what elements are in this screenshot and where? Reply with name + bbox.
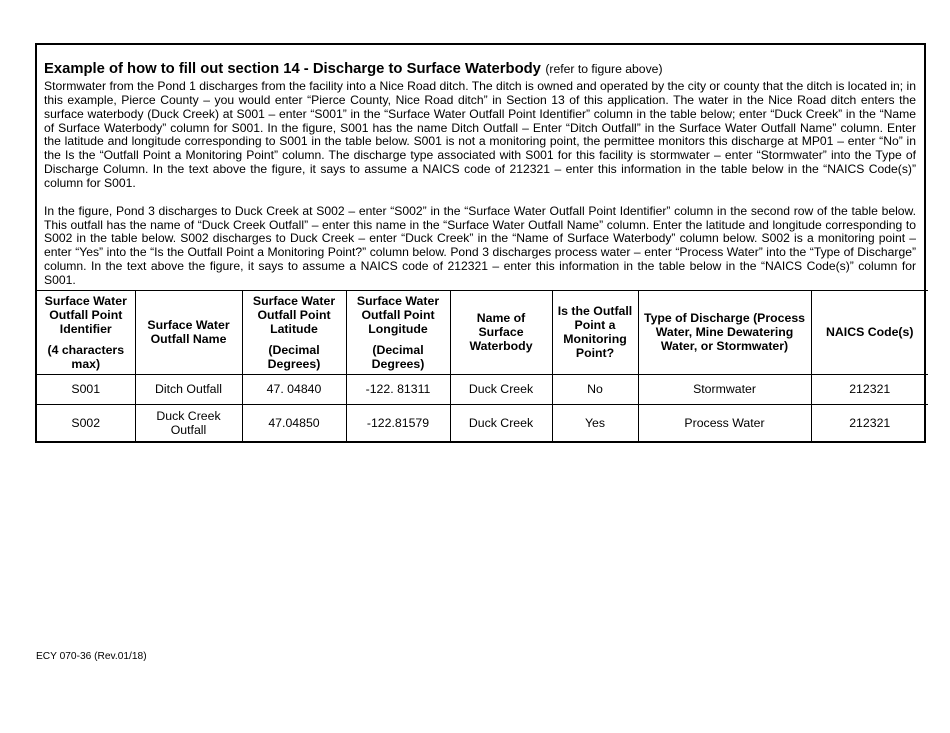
header-latitude: Surface Water Outfall Point Latitude (Decimal Degrees) xyxy=(242,290,346,374)
header-naics-codes: NAICS Code(s) xyxy=(811,290,928,374)
cell-discharge-type: Stormwater xyxy=(638,374,811,404)
header-monitoring-point: Is the Outfall Point a Monitoring Point? xyxy=(552,290,638,374)
table-header-row xyxy=(37,290,928,374)
section-14-example-box xyxy=(35,43,926,443)
cell-outfall-name: Ditch Outfall xyxy=(135,374,242,404)
cell-longitude: -122. 81311 xyxy=(346,374,450,404)
form-identifier: ECY 070-36 (Rev.01/18) xyxy=(36,651,147,662)
section-title-note: (refer to figure above) xyxy=(545,62,663,76)
cell-monitoring-point: Yes xyxy=(552,404,638,441)
outfall-table xyxy=(37,290,928,441)
instructions xyxy=(37,45,924,288)
cell-naics-code: 212321 xyxy=(811,404,928,441)
cell-latitude: 47.04850 xyxy=(242,404,346,441)
section-heading xyxy=(44,60,916,78)
header-outfall-identifier: Surface Water Outfall Point Identifier (4 characters max) xyxy=(37,290,135,374)
section-title: Example of how to fill out section 14 - Discharge to Surface Waterbody xyxy=(44,61,541,77)
cell-outfall-name: Duck Creek Outfall xyxy=(135,404,242,441)
header-longitude: Surface Water Outfall Point Longitude (Decimal Degrees) xyxy=(346,290,450,374)
header-discharge-type: Type of Discharge (Process Water, Mine Dewatering Water, or Stormwater) xyxy=(638,290,811,374)
cell-naics-code: 212321 xyxy=(811,374,928,404)
cell-waterbody-name: Duck Creek xyxy=(450,404,552,441)
cell-outfall-identifier: S002 xyxy=(37,404,135,441)
header-outfall-name: Surface Water Outfall Name xyxy=(135,290,242,374)
cell-longitude: -122.81579 xyxy=(346,404,450,441)
header-waterbody-name: Name of Surface Waterbody xyxy=(450,290,552,374)
cell-latitude: 47. 04840 xyxy=(242,374,346,404)
table-row xyxy=(37,374,928,404)
cell-outfall-identifier: S001 xyxy=(37,374,135,404)
table-row xyxy=(37,404,928,441)
instruction-paragraph-s002: In the figure, Pond 3 discharges to Duck Creek at S002 – enter “S002” in the “Surface Water Outfall Point Identifier” column in the second row of the table below. This outfall has the name of “Duck Creek Outfall” – enter this name in the “Surface Water Outfall Name” column. Enter the latitude and longitude corresponding to S002 in the table below. S002 discharges to Duck Creek – enter “Duck Creek” in the “Name of Surface Waterbody” column below. S002 is a monitoring point – enter “Yes” into the “Is the Outfall Point a Monitoring Point?” column below. Pond 3 discharges process water – enter “Process Water” into the “Type of Discharge” column. In the text above the figure, it says to assume a NAICS code of 212321 – enter this information in the table below in the “NAICS Code(s)” column for S001. xyxy=(44,203,916,287)
cell-waterbody-name: Duck Creek xyxy=(450,374,552,404)
cell-monitoring-point: No xyxy=(552,374,638,404)
instruction-paragraph-s001: Stormwater from the Pond 1 discharges from the facility into a Nice Road ditch. The ditch is owned and operated by the city or county that the ditch is located in; in this example, Pierce County – you would enter “Pierce County, Nice Road ditch” in Section 13 of this application. The water in the Nice Road ditch enters the surface waterbody (Duck Creek) at S001 – enter “S001” in the “Surface Water Outfall Point Identifier” column in the table below; enter “Duck Creek” in the “Name of Surface Waterbody” column for S001. In the figure, S001 has the name Ditch Outfall – Enter “Ditch Outfall” in the Surface Water Outfall Name” column. Enter the latitude and longitude corresponding to S001 in the table below. S001 is not a monitoring point, the permittee monitors this discharge at MP01 – enter “No” in the Is the “Outfall Point a Monitoring Point” column. The discharge type associated with S001 for this facility is stormwater – enter “Stormwater” into the Type of Discharge Column. In the text above the figure, it says to assume a NAICS code of 212321 – enter this information in the table below in the “NAICS Code(s)” column for S001. xyxy=(44,79,916,190)
cell-discharge-type: Process Water xyxy=(638,404,811,441)
